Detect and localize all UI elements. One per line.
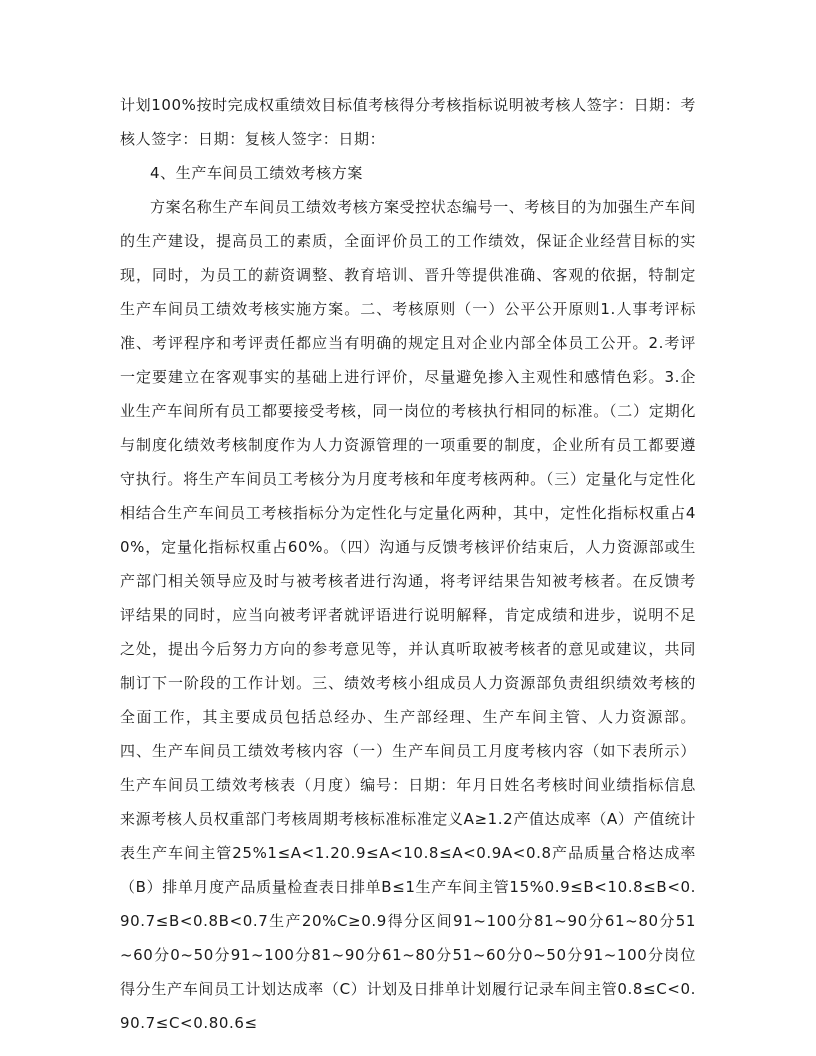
continuation-paragraph: 计划100%按时完成权重绩效目标值考核得分考核指标说明被考核人签字：日期：考核人签字：日期：复核人签字：日期： (120, 96, 696, 148)
document-body (120, 88, 696, 1040)
section-heading: 4、生产车间员工绩效考核方案 (150, 164, 363, 182)
main-body-paragraph: 方案名称生产车间员工绩效考核方案受控状态编号一、考核目的为加强生产车间的生产建设，提高员工的素质，全面评价员工的工作绩效，保证企业经营目标的实现，同时，为员工的薪资调整、教育培训、晋升等提供准确、客观的依据，特制定生产车间员工绩效考核实施方案。二、考核原则（一）公平公开原则1.人事考评标准、考评程序和考评责任都应当有明确的规定且对企业内部全体员工公开。2.考评一定要建立在客观事实的基础上进行评价，尽量避免掺入主观性和感情色彩。3.企业生产车间所有员工都要接受考核，同一岗位的考核执行相同的标准。（二）定期化与制度化绩效考核制度作为人力资源管理的一项重要的制度，企业所有员工都要遵守执行。将生产车间员工考核分为月度考核和年度考核两种。（三）定量化与定性化相结合生产车间员工考核指标分为定性化与定量化两种，其中，定性化指标权重占40%，定量化指标权重占60%。（四）沟通与反馈考核评价结束后，人力资源部或生产部门相关领导应及时与被考核者进行沟通，将考评结果告知被考核者。在反馈考评结果的同时，应当向被考评者就评语进行说明解释，肯定成绩和进步，说明不足之处，提出今后努力方向的参考意见等，并认真听取被考核者的意见或建议，共同制订下一阶段的工作计划。三、绩效考核小组成员人力资源部负责组织绩效考核的全面工作，其主要成员包括总经办、生产部经理、生产车间主管、人力资源部。四、生产车间员工绩效考核内容（一）生产车间员工月度考核内容（如下表所示）生产车间员工绩效考核表（月度）编号：日期：年月日姓名考核时间业绩指标信息来源考核人员权重部门考核周期考核标准标准定义A≥1.2产值达成率（A）产值统计表生产车间主管25%1≤A<1.20.9≤A<10.8≤A<0.9A<0.8产品质量合格达成率（B）排单月度产品质量检查表日排单B≤1生产车间主管15%0.9≤B<10.8≤B<0.90.7≤B<0.8B<0.7生产20%C≥0.9得分区间91~100分81~90分61~80分51~60分0~50分91~100分81~90分61~80分51~60分0~50分91~100分岗位得分生产车间员工计划达成率（C）计划及日排单计划履行记录车间主管0.8≤C<0.90.7≤C<0.80.6≤ (120, 198, 697, 1032)
